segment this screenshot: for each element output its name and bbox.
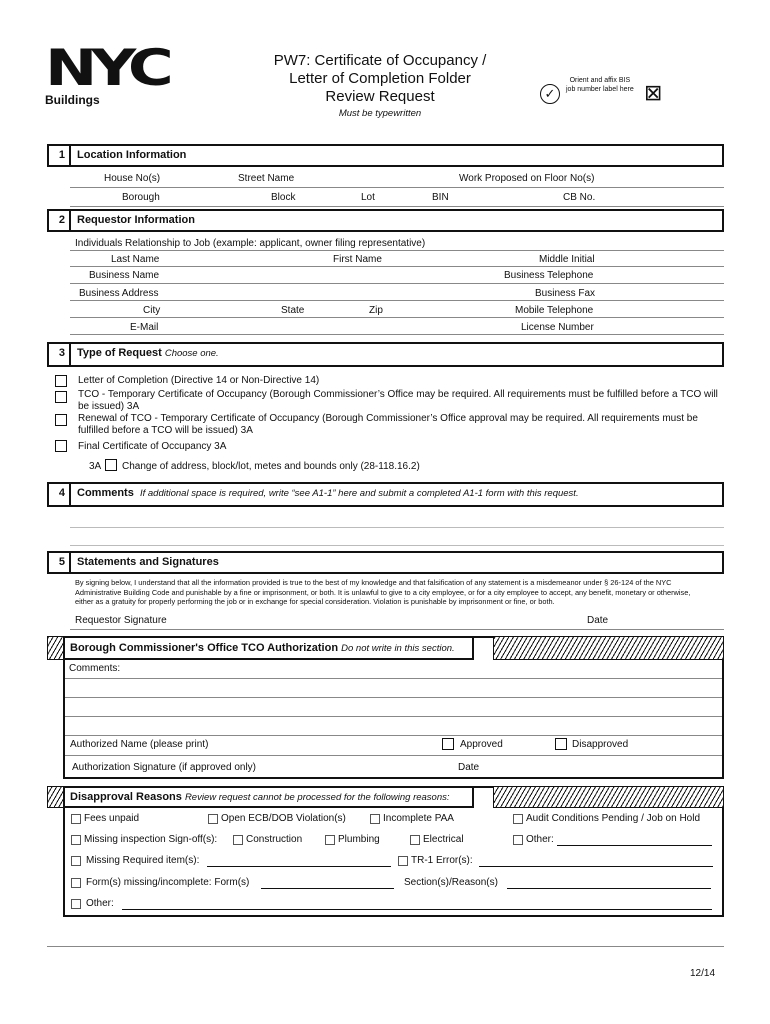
checkbox-renewal-tco[interactable] [55, 414, 67, 426]
approved-label: Approved [460, 739, 503, 750]
signature-line[interactable] [70, 629, 724, 630]
reason-label: Form(s) missing/incomplete: Form(s) [86, 877, 250, 888]
city-label: City [143, 305, 161, 316]
cb-label: CB No. [563, 192, 596, 203]
section-number: 3 [49, 344, 71, 365]
first-name-label: First Name [333, 254, 382, 265]
reason-label: Other: [526, 834, 554, 845]
fill-line[interactable] [261, 888, 394, 889]
disapproved-label: Disapproved [572, 739, 629, 750]
section-title: Statements and Signatures [77, 556, 219, 568]
comment-line[interactable] [65, 716, 722, 717]
checkbox-final-co[interactable] [55, 440, 67, 452]
reason-label: Incomplete PAA [383, 813, 454, 824]
reason-label: Section(s)/Reason(s) [404, 877, 498, 888]
checkbox-open-violations[interactable] [208, 814, 218, 824]
comment-line[interactable] [65, 735, 722, 736]
page-title [250, 52, 510, 106]
checkbox-audit-conditions[interactable] [513, 814, 523, 824]
sub-prefix: 3A [89, 461, 102, 472]
date-label: Date [458, 762, 480, 773]
option-label: Renewal of TCO - Temporary Certificate of Occupancy (Borough Commissioner’s Office approval may be required. All requirements must be [78, 413, 698, 424]
option-label: Letter of Completion (Directive 14 or Non-Directive 14) [78, 375, 320, 386]
field-line[interactable] [70, 317, 724, 318]
checkbox-incomplete-paa[interactable] [370, 814, 380, 824]
checkbox-tr1-error[interactable] [398, 856, 408, 866]
mobile-label: Mobile Telephone [515, 305, 594, 316]
label-note [566, 76, 634, 94]
note-line: Orient and affix BIS [569, 77, 631, 84]
title-line: Letter of Completion Folder [289, 70, 471, 87]
section-number: 4 [49, 484, 71, 505]
section-4-header [47, 482, 724, 507]
section-title: Comments [77, 487, 134, 499]
section-hint: Choose one. [164, 348, 219, 359]
checkbox-tco[interactable] [55, 391, 67, 403]
middle-initial-label: Middle Initial [539, 254, 595, 265]
checkbox-other[interactable] [71, 899, 81, 909]
note-line: job number label here [566, 86, 634, 93]
house-label: House No(s) [104, 173, 161, 184]
business-address-label: Business Address [79, 288, 159, 299]
reason-label: Open ECB/DOB Violation(s) [221, 813, 346, 824]
reason-label: Plumbing [338, 834, 380, 845]
checkbox-fees-unpaid[interactable] [71, 814, 81, 824]
floor-label: Work Proposed on Floor No(s) [459, 173, 595, 184]
section-number: 1 [49, 146, 71, 165]
reason-label: Missing inspection Sign-off(s): [84, 834, 218, 845]
option-label: TCO - Temporary Certificate of Occupancy (Borough Commissioner’s Office may be required. All requirements must be fulfilled before a TCO will [78, 389, 718, 400]
section-hint: Do not write in this section. [341, 643, 455, 654]
section-number: 5 [49, 553, 71, 572]
block-label: Block [271, 192, 296, 203]
comment-line[interactable] [65, 697, 722, 698]
section-title: Borough Commissioner's Office TCO Authorization [70, 642, 339, 654]
section-hint: If additional space is required, write “see A1-1” here and submit a completed A1-1 form with this request. [139, 488, 579, 499]
checkbox-other-inspection[interactable] [513, 835, 523, 845]
section-5-header [47, 551, 724, 574]
reason-label: Missing Required item(s): [86, 855, 200, 866]
title-line: Review Request [325, 88, 435, 105]
footer-divider [47, 946, 724, 947]
x-circle-icon: ⊠ [644, 80, 663, 105]
section-number: 2 [49, 211, 71, 230]
street-label: Street Name [238, 173, 295, 184]
business-tel-label: Business Telephone [504, 270, 594, 281]
field-line[interactable] [70, 334, 724, 335]
statement-line: either as a gratuity for properly performing the job or in exchange for special consideration. Violation is punishable by imprisonment or fine, or both. [75, 597, 555, 606]
checkbox-disapproved[interactable] [555, 738, 567, 750]
title-line: PW7: Certificate of Occupancy / [273, 52, 487, 69]
lot-label: Lot [361, 192, 375, 203]
checkbox-forms-missing[interactable] [71, 878, 81, 888]
reason-label: Construction [246, 834, 303, 845]
reason-label: Audit Conditions Pending / Job on Hold [526, 813, 701, 824]
reason-label: Fees unpaid [84, 813, 140, 824]
last-name-label: Last Name [111, 254, 160, 265]
field-line[interactable] [70, 300, 724, 301]
checkbox-construction[interactable] [233, 835, 243, 845]
fill-line[interactable] [207, 866, 391, 867]
checkbox-approved[interactable] [442, 738, 454, 750]
reason-label: Other: [86, 898, 114, 909]
authorized-name-label: Authorized Name (please print) [70, 739, 209, 750]
checkbox-change-of-address[interactable] [105, 459, 117, 471]
borough-label: Borough [122, 192, 160, 203]
field-line[interactable] [70, 266, 724, 267]
section-title: Location Information [77, 149, 187, 161]
name-line[interactable] [65, 755, 722, 756]
checkbox-missing-required[interactable] [71, 856, 81, 866]
option-label: Final Certificate of Occupancy 3A [78, 441, 227, 452]
relationship-label: Individuals Relationship to Job (example: applicant, owner filing representative) [75, 238, 426, 249]
section-1-header [47, 144, 724, 167]
subtitle: Must be typewritten [338, 108, 422, 119]
comment-line[interactable] [65, 678, 722, 679]
zip-label: Zip [369, 305, 383, 316]
field-line[interactable] [70, 283, 724, 284]
section-2-header [47, 209, 724, 232]
field-line[interactable] [70, 250, 724, 251]
section-hint: Review request cannot be processed for the following reasons: [184, 792, 450, 803]
checkbox-letter-of-completion[interactable] [55, 375, 67, 387]
business-fax-label: Business Fax [535, 288, 596, 299]
option-label: fulfilled before a TCO will be issued) 3A [78, 425, 253, 436]
field-line[interactable] [70, 206, 724, 207]
statement-line: Administrative Building Code and punishable by a fine or imprisonment, or both. It is unlawful to give to a city employee, or for a city employee to accept, any benefit, monetary or otherwise, [75, 587, 691, 597]
reason-label: Electrical [423, 834, 464, 845]
comments-label: Comments: [69, 663, 121, 674]
section-title: Disapproval Reasons [70, 791, 182, 803]
disapproval-header [63, 786, 474, 808]
check-circle-icon: ✓ [540, 84, 560, 104]
logo-sub: Buildings [45, 93, 100, 107]
section-title: Type of Request [77, 347, 162, 359]
email-label: E-Mail [130, 322, 159, 333]
option-label: Change of address, block/lot, metes and bounds only (28-118.16.2) [122, 461, 420, 472]
bco-header [63, 636, 474, 660]
checkbox-plumbing[interactable] [325, 835, 335, 845]
fill-line[interactable] [479, 866, 713, 867]
date-label: Date [587, 615, 609, 626]
statement-text [75, 578, 690, 607]
hatch-pattern [493, 786, 724, 808]
option-label: be issued) 3A [78, 401, 140, 412]
comment-line[interactable] [70, 545, 724, 546]
comment-line[interactable] [70, 527, 724, 528]
fill-line[interactable] [557, 845, 712, 846]
bin-label: BIN [432, 192, 449, 203]
fill-line[interactable] [122, 909, 712, 910]
state-label: State [281, 305, 305, 316]
statement-line: By signing below, I understand that all the information provided is true to the best of my knowledge and that falsification of any statement is a misdemeanor under § 26-124 of the NYC [75, 578, 672, 587]
field-line[interactable] [70, 187, 724, 188]
checkbox-electrical[interactable] [410, 835, 420, 845]
reason-label: TR-1 Error(s): [411, 855, 473, 866]
section-3-header [47, 342, 724, 367]
license-label: License Number [521, 322, 594, 333]
hatch-pattern [493, 636, 724, 660]
requestor-signature-label: Requestor Signature [75, 615, 167, 626]
nyc-logo: NYC [45, 39, 168, 97]
checkbox-missing-inspection[interactable] [71, 835, 81, 845]
business-name-label: Business Name [89, 270, 160, 281]
fill-line[interactable] [507, 888, 711, 889]
revision-date: 12/14 [690, 968, 716, 979]
section-title: Requestor Information [77, 214, 195, 226]
authorization-signature-label: Authorization Signature (if approved only) [72, 762, 256, 773]
